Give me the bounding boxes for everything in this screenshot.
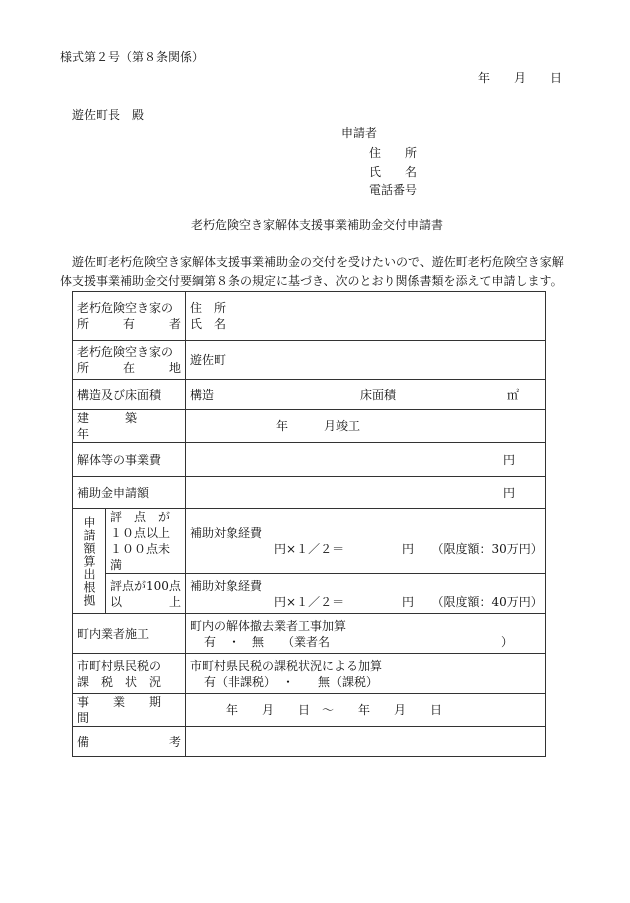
row-owner bbox=[73, 292, 546, 341]
basis-a-value[interactable]: 補助対象経費 円×１／２＝ 円 （限度額：30万円） bbox=[186, 509, 546, 574]
document-title: 老朽危険空き家解体支援事業補助金交付申請書 bbox=[191, 218, 444, 232]
project-cost-value[interactable]: 円 bbox=[186, 443, 546, 477]
row-project-period bbox=[73, 694, 546, 727]
subsidy-amount-label: 補助金申請額 bbox=[73, 477, 186, 509]
basis-b-label: 評点が100点 以 上 bbox=[106, 574, 186, 614]
owner-label: 老朽危険空き家の 所 有 者 bbox=[73, 292, 186, 341]
location-label: 老朽危険空き家の 所 在 地 bbox=[73, 341, 186, 380]
row-local-contractor bbox=[73, 614, 546, 654]
row-basis-b bbox=[73, 574, 546, 614]
project-cost-label: 解体等の事業費 bbox=[73, 443, 186, 477]
local-contractor-value[interactable]: 町内の解体撤去業者工事加算 有 ・ 無 （業者名 ） bbox=[186, 614, 546, 654]
tax-status-value[interactable]: 市町村県民税の課税状況による加算 有（非課税） ・ 無（課税） bbox=[186, 654, 546, 694]
intro-line-1: 遊佐町老朽危険空き家解体支援事業補助金の交付を受けたいので、遊佐町老朽危険空き家解 bbox=[72, 255, 564, 269]
built-year-value[interactable]: 年 月竣工 bbox=[186, 410, 546, 443]
date-line: 年 月 日 bbox=[478, 71, 563, 85]
applicant-name-label: 氏 名 bbox=[369, 165, 418, 179]
structure-label: 構造及び床面積 bbox=[73, 380, 186, 410]
row-location bbox=[73, 341, 546, 380]
row-built-year bbox=[73, 410, 546, 443]
basis-a-label: 評 点 が １０点以上 １００点未満 bbox=[106, 509, 186, 574]
basis-b-value[interactable]: 補助対象経費 円×１／２＝ 円 （限度額：40万円） bbox=[186, 574, 546, 614]
application-table bbox=[72, 291, 546, 757]
row-tax-status bbox=[73, 654, 546, 694]
tax-status-label: 市町村県民税の 課 税 状 況 bbox=[73, 654, 186, 694]
remarks-label: 備 考 bbox=[73, 727, 186, 757]
row-basis-a bbox=[73, 509, 546, 574]
structure-value[interactable]: 構造 床面積 ㎡ bbox=[186, 380, 546, 410]
addressee: 遊佐町長 殿 bbox=[72, 108, 145, 122]
intro-line-2: 体支援事業補助金交付要綱第８条の規定に基づき、次のとおり関係書類を添えて申請します。 bbox=[60, 274, 563, 288]
row-remarks bbox=[73, 727, 546, 757]
project-period-label: 事 業 期 間 bbox=[73, 694, 186, 727]
project-period-value[interactable]: 年 月 日 〜 年 月 日 bbox=[186, 694, 546, 727]
row-structure bbox=[73, 380, 546, 410]
applicant-address-label: 住 所 bbox=[369, 146, 418, 160]
row-subsidy-amount bbox=[73, 477, 546, 509]
row-project-cost bbox=[73, 443, 546, 477]
applicant-label: 申請者 bbox=[341, 126, 378, 140]
built-year-label: 建 築 年 bbox=[73, 410, 186, 443]
basis-vertical-label: 申請額算出根拠 bbox=[73, 509, 106, 614]
applicant-phone-label: 電話番号 bbox=[369, 183, 418, 197]
form-number: 様式第２号（第８条関係） bbox=[60, 50, 205, 64]
local-contractor-label: 町内業者施工 bbox=[73, 614, 186, 654]
location-value[interactable]: 遊佐町 bbox=[186, 341, 546, 380]
subsidy-amount-value[interactable]: 円 bbox=[186, 477, 546, 509]
remarks-value[interactable] bbox=[186, 727, 546, 757]
owner-value[interactable]: 住 所 氏 名 bbox=[186, 292, 546, 341]
